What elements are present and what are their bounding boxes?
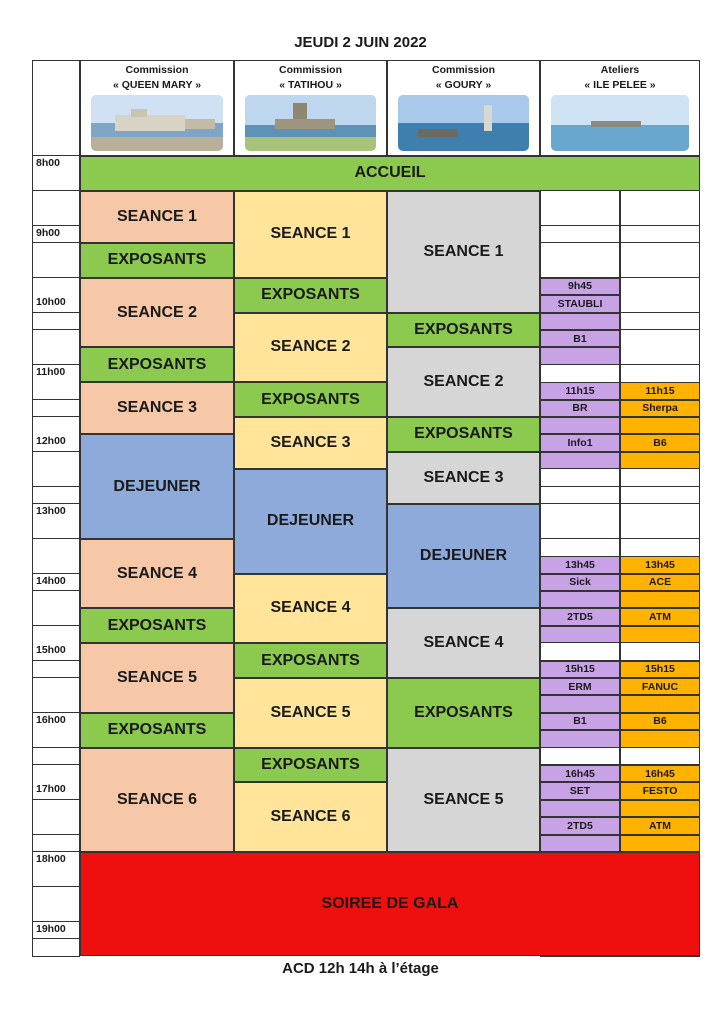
session-block-exposants: EXPOSANTS [80,347,234,382]
session-block-seance-1: SEANCE 1 [80,191,234,243]
time-slot [32,243,80,261]
atelier-cell-set: SET [540,782,620,799]
session-block-seance-6: SEANCE 6 [234,782,387,852]
tower-island-photo [245,95,376,151]
time-slot [32,695,80,713]
atelier-cell-b1: B1 [540,713,620,730]
page-title: JEUDI 2 JUIN 2022 [294,34,427,51]
atelier-cell-atm: ATM [620,817,700,834]
session-block-accueil: ACCUEIL [80,156,700,191]
time-slot [32,191,80,209]
atelier-slot [620,243,700,261]
atelier-cell-empty [540,626,620,643]
time-slot [32,539,80,557]
time-slot [32,173,80,191]
session-block-exposants: EXPOSANTS [234,643,387,678]
session-block-seance-1: SEANCE 1 [387,191,540,313]
time-slot [32,661,80,679]
atelier-slot [620,347,700,365]
hour-label: 16h00 [32,713,80,731]
atelier-slot [540,521,620,539]
atelier-slot [540,226,620,244]
session-block-seance-3: SEANCE 3 [234,417,387,469]
atelier-slot [620,260,700,278]
atelier-cell-empty [620,591,700,608]
atelier-slot [540,208,620,226]
session-block-seance-5: SEANCE 5 [80,643,234,713]
atelier-cell-empty [620,452,700,469]
atelier-cell-empty [620,730,700,747]
atelier-cell-15h15: 15h15 [540,661,620,678]
header-goury [387,60,540,156]
atelier-slot [620,504,700,522]
atelier-slot [620,278,700,296]
atelier-cell-2td5: 2TD5 [540,817,620,834]
time-slot [32,521,80,539]
atelier-cell-empty [540,347,620,364]
atelier-slot [620,191,700,209]
time-slot [32,730,80,748]
atelier-slot [540,243,620,261]
atelier-slot [620,226,700,244]
header-time-column [32,60,80,156]
session-block-exposants: EXPOSANTS [80,608,234,643]
atelier-cell-atm: ATM [620,608,700,625]
hour-label: 12h00 [32,434,80,452]
atelier-cell-b6: B6 [620,434,700,451]
atelier-cell-15h15: 15h15 [620,661,700,678]
atelier-cell-b1: B1 [540,330,620,347]
atelier-cell-2td5: 2TD5 [540,608,620,625]
atelier-cell-9h45: 9h45 [540,278,620,295]
time-slot [32,869,80,887]
header-name: « TATIHOU » [279,79,342,91]
time-slot [32,556,80,574]
atelier-slot [620,539,700,557]
header-label: Ateliers [600,64,640,76]
hour-label: 14h00 [32,574,80,592]
session-block-seance-3: SEANCE 3 [387,452,540,504]
atelier-cell-13h45: 13h45 [540,556,620,573]
header-tatihou [234,60,387,156]
atelier-cell-11h15: 11h15 [620,382,700,399]
hour-label: 10h00 [32,295,80,313]
fort-coastline-photo [91,95,223,151]
time-slot [32,452,80,470]
session-block-exposants: EXPOSANTS [234,748,387,783]
atelier-slot [620,313,700,331]
atelier-slot [540,643,620,661]
header-label: Commission [125,64,189,76]
time-slot [32,313,80,331]
hour-label: 9h00 [32,226,80,244]
hour-label: 13h00 [32,504,80,522]
atelier-cell-empty [620,417,700,434]
atelier-cell-sick: Sick [540,574,620,591]
time-slot [32,939,80,957]
atelier-cell-staubli: STAUBLI [540,295,620,312]
session-block-exposants: EXPOSANTS [387,417,540,452]
time-slot [32,591,80,609]
atelier-cell-fanuc: FANUC [620,678,700,695]
atelier-cell-empty [540,417,620,434]
time-slot [32,748,80,766]
header-ile-pelee [540,60,700,156]
time-slot [32,382,80,400]
session-block-seance-4: SEANCE 4 [80,539,234,609]
atelier-cell-festo: FESTO [620,782,700,799]
session-block-exposants: EXPOSANTS [234,382,387,417]
atelier-slot [540,365,620,383]
atelier-slot [620,521,700,539]
time-slot [32,817,80,835]
session-block-exposants: EXPOSANTS [80,713,234,748]
atelier-slot [620,295,700,313]
time-slot [32,608,80,626]
atelier-cell-empty [540,695,620,712]
atelier-cell-br: BR [540,400,620,417]
time-slot [32,417,80,435]
time-slot [32,469,80,487]
time-slot [32,800,80,818]
atelier-slot [540,504,620,522]
session-block-seance-4: SEANCE 4 [387,608,540,678]
atelier-cell-empty [540,313,620,330]
session-block-seance-1: SEANCE 1 [234,191,387,278]
atelier-cell-empty [540,591,620,608]
time-slot [32,904,80,922]
session-block-exposants: EXPOSANTS [387,678,540,748]
session-block-seance-2: SEANCE 2 [80,278,234,348]
atelier-slot [620,330,700,348]
atelier-cell-empty [540,835,620,852]
time-slot [32,678,80,696]
session-block-seance-4: SEANCE 4 [234,574,387,644]
time-slot [32,260,80,278]
hour-label: 8h00 [32,156,80,174]
atelier-cell-empty [620,626,700,643]
hour-label: 19h00 [32,922,80,940]
atelier-cell-16h45: 16h45 [540,765,620,782]
hour-label: 15h00 [32,643,80,661]
time-slot [32,487,80,505]
atelier-cell-sherpa: Sherpa [620,400,700,417]
atelier-cell-13h45: 13h45 [620,556,700,573]
atelier-cell-b6: B6 [620,713,700,730]
atelier-slot [540,260,620,278]
island-fort-photo [551,95,689,151]
time-slot [32,278,80,296]
session-block-seance-2: SEANCE 2 [234,313,387,383]
atelier-cell-empty [620,695,700,712]
atelier-slot [540,487,620,505]
time-slot [32,400,80,418]
atelier-cell-info1: Info1 [540,434,620,451]
atelier-cell-11h15: 11h15 [540,382,620,399]
session-block-exposants: EXPOSANTS [80,243,234,278]
session-block-seance-6: SEANCE 6 [80,748,234,852]
session-block-exposants: EXPOSANTS [387,313,540,348]
atelier-cell-16h45: 16h45 [620,765,700,782]
session-block-dejeuner: DEJEUNER [387,504,540,608]
atelier-cell-empty [620,835,700,852]
session-block-dejeuner: DEJEUNER [234,469,387,573]
hour-label: 11h00 [32,365,80,383]
time-slot [32,330,80,348]
time-slot [32,208,80,226]
footer-note: ACD 12h 14h à l’étage [282,960,439,977]
session-block-seance-3: SEANCE 3 [80,382,234,434]
atelier-slot [620,487,700,505]
atelier-slot [540,469,620,487]
session-block-seance-2: SEANCE 2 [387,347,540,417]
time-slot [32,347,80,365]
header-name: « ILE PELEE » [584,79,656,91]
time-slot [32,835,80,853]
atelier-slot [540,539,620,557]
atelier-slot [620,208,700,226]
session-block-exposants: EXPOSANTS [234,278,387,313]
session-block-soiree-de-gala: SOIREE DE GALA [80,852,700,956]
atelier-slot [540,748,620,766]
time-slot [32,887,80,905]
hour-label: 18h00 [32,852,80,870]
time-slot [32,765,80,783]
header-label: Commission [431,64,495,76]
session-block-seance-5: SEANCE 5 [234,678,387,748]
session-block-dejeuner: DEJEUNER [80,434,234,538]
atelier-slot [620,748,700,766]
header-label: Commission [278,64,342,76]
time-slot [32,626,80,644]
hour-label: 17h00 [32,782,80,800]
atelier-slot [540,191,620,209]
session-block-seance-5: SEANCE 5 [387,748,540,852]
atelier-cell-empty [540,452,620,469]
lighthouse-photo [398,95,529,151]
header-name: « QUEEN MARY » [112,79,202,91]
atelier-cell-empty [540,800,620,817]
header-queen-mary [80,60,234,156]
header-name: « GOURY » [435,79,492,91]
atelier-slot [620,643,700,661]
atelier-slot [620,365,700,383]
atelier-slot [620,469,700,487]
atelier-cell-empty [620,800,700,817]
atelier-cell-erm: ERM [540,678,620,695]
atelier-cell-empty [540,730,620,747]
atelier-cell-ace: ACE [620,574,700,591]
